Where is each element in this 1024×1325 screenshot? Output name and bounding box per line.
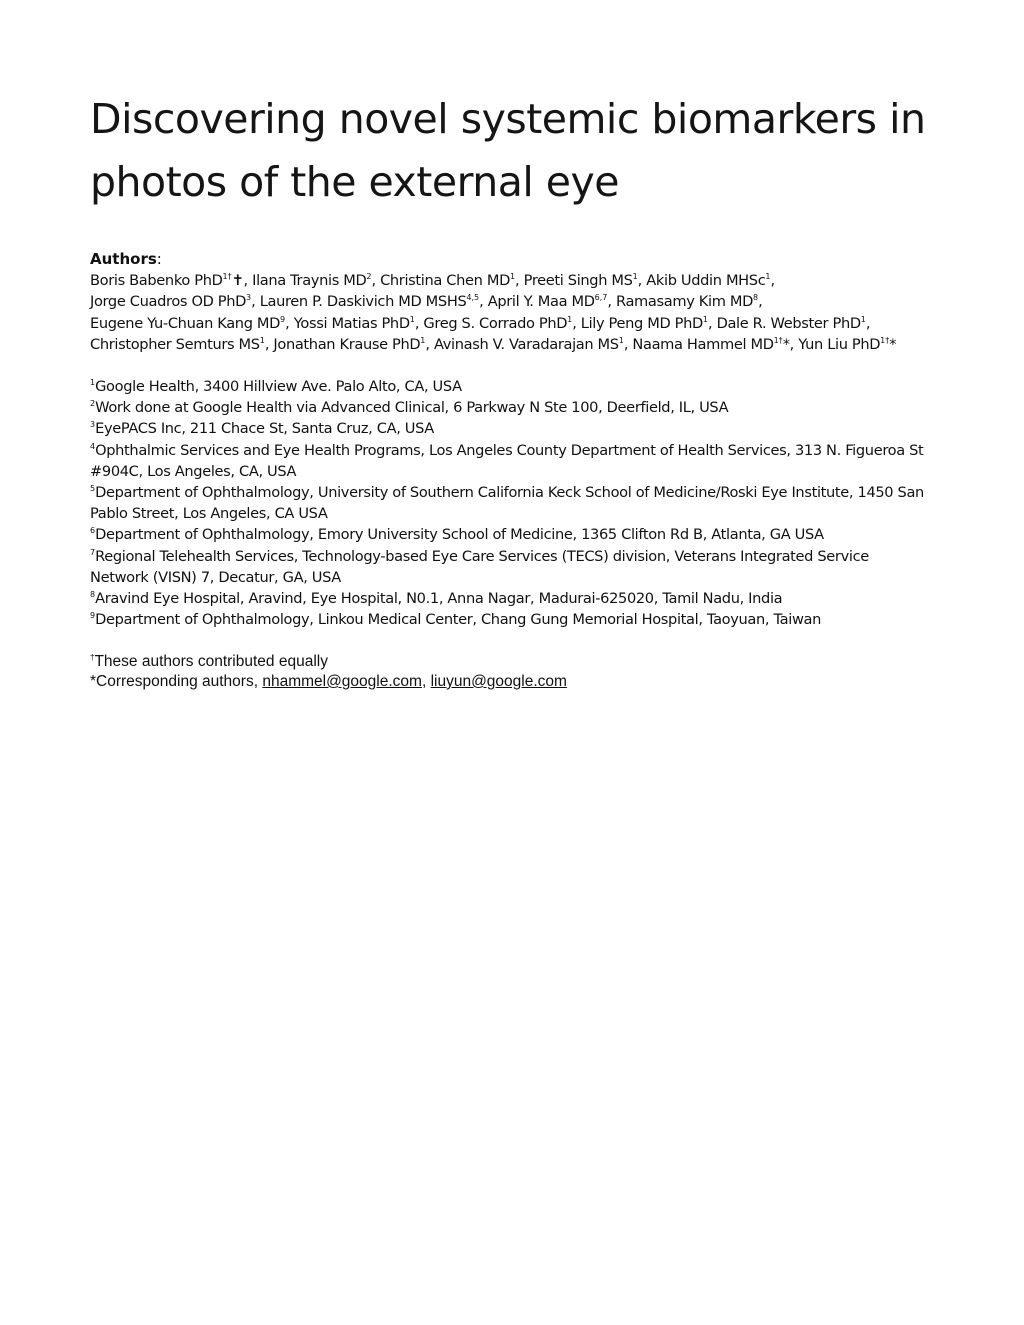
- author-name: Christopher Semturs MS: [90, 336, 260, 354]
- affiliation-text: Work done at Google Health via Advanced Clinical, 6 Parkway N Ste 100, Deerfield, IL, USA: [95, 399, 729, 417]
- author-entry: Dale R. Webster PhD$^1$,: [716, 314, 871, 332]
- author-affiliation-marker: 1: [409, 314, 415, 324]
- author-affiliation-marker: 9: [280, 314, 286, 324]
- author-affiliation-marker: 3: [246, 293, 252, 303]
- affiliation-number: 4: [90, 441, 96, 451]
- authors-heading: [90, 249, 162, 270]
- author-affiliation-marker: 1: [509, 272, 516, 281]
- author-affiliation-marker: 1†: [222, 272, 232, 281]
- author-name: Dale R. Webster PhD: [716, 314, 861, 332]
- author-entry: Jonathan Krause PhD$^1$,: [273, 336, 430, 354]
- affiliation-number: 2: [90, 399, 96, 409]
- affiliation-number: 1: [90, 378, 96, 387]
- affiliation-item: [90, 609, 930, 630]
- affiliation-number: 5: [90, 484, 96, 494]
- author-name: Jonathan Krause PhD: [273, 336, 421, 354]
- author-affiliation-marker: 8: [753, 293, 759, 303]
- equal-contribution-note: [90, 652, 930, 672]
- author-name: Naama Hammel MD: [632, 336, 774, 354]
- author-entry: Naama Hammel $MD^{1\dagger}*$,: [632, 336, 794, 354]
- affiliation-number: 7: [90, 547, 96, 557]
- authors-list: [90, 270, 940, 356]
- author-entry: Lily Peng MD PhD$^1$,: [580, 314, 713, 332]
- author-affiliation-marker: 4,5: [466, 293, 480, 303]
- author-entry: Ilana Traynis $MD^2$,: [252, 272, 376, 289]
- author-mark: *: [889, 336, 897, 354]
- dagger-symbol: †: [90, 653, 95, 662]
- equal-contribution-text: These authors contributed equally: [94, 653, 328, 670]
- footnotes: [90, 652, 930, 692]
- author-affiliation-marker: 1: [567, 314, 573, 324]
- author-name: Preeti Singh MS: [523, 272, 633, 289]
- author-entry: April Y. Maa MD$^{6,7}$,: [487, 293, 612, 311]
- author-name: Christina Chen MD: [380, 272, 510, 289]
- affiliation-number: 3: [90, 420, 96, 430]
- affiliation-text: Aravind Eye Hospital, Aravind, Eye Hospital, N0.1, Anna Nagar, Madurai-625020, Tamil Nadu, India: [95, 590, 783, 608]
- email-link-liuyun[interactable]: liuyun@google.com: [430, 673, 567, 690]
- paper-title: Discovering novel systemic biomarkers in photos of the external eye: [90, 95, 926, 206]
- affiliations-list: [90, 376, 930, 630]
- affiliation-item: [90, 397, 930, 418]
- author-affiliation-marker: 1†: [773, 336, 783, 346]
- affiliation-text: Department of Ophthalmology, University of Southern California Keck School of Medicine/Roski Eye Institute, 1450 San Pablo Street, Los Angeles, CA USA: [90, 484, 924, 523]
- author-mark: *: [782, 336, 790, 354]
- email-separator: ,: [421, 673, 431, 690]
- author-affiliation-marker: 2: [366, 272, 372, 281]
- author-name: Avinash V. Varadarajan MS: [433, 336, 619, 354]
- affiliation-item: [90, 546, 930, 588]
- author-entry: Preeti Singh $MS^1$,: [523, 272, 642, 289]
- author-entry: Christopher Semturs $MS^1$,: [90, 336, 270, 354]
- author-entry: Akib Uddin MHSc$^1$,: [646, 272, 775, 289]
- author-entry: Ramasamy Kim $MD^8$,: [615, 293, 763, 311]
- author-affiliation-marker: 1: [420, 336, 426, 346]
- author-name: Ilana Traynis MD: [252, 272, 367, 289]
- author-name: Ramasamy Kim MD: [615, 293, 754, 311]
- author-affiliation-marker: 1: [765, 272, 771, 281]
- affiliation-text: EyePACS Inc, 211 Chace St, Santa Cruz, CA, USA: [95, 420, 434, 438]
- author-affiliation-marker: 1: [259, 336, 265, 346]
- affiliation-item: [90, 440, 930, 482]
- corresponding-authors-note: [90, 672, 930, 692]
- author-name: Lauren P. Daskivich MD MSHS: [259, 293, 467, 311]
- author-name: Akib Uddin MHSc: [646, 272, 766, 289]
- affiliation-number: 6: [90, 526, 96, 536]
- author-name: Jorge Cuadros OD PhD: [90, 293, 247, 311]
- affiliation-item: [90, 482, 930, 524]
- affiliation-text: Ophthalmic Services and Eye Health Programs, Los Angeles County Department of Health Services, 313 N. Figueroa St #904C, Los Angeles, CA, USA: [90, 441, 924, 480]
- affiliation-number: 8: [90, 590, 96, 600]
- email-link-nhammel[interactable]: nhammel@google.com: [262, 673, 422, 690]
- affiliation-item: [90, 524, 930, 545]
- author-name: Boris Babenko PhD: [90, 272, 223, 289]
- author-name: Yun Liu PhD: [798, 336, 881, 354]
- affiliation-text: Google Health, 3400 Hillview Ave. Palo Alto, CA, USA: [95, 378, 462, 395]
- author-name: Eugene Yu-Chuan Kang MD: [90, 314, 281, 332]
- author-affiliation-marker: 6,7: [594, 293, 608, 303]
- author-affiliation-marker: 1: [860, 314, 866, 324]
- author-affiliation-marker: 1: [618, 336, 624, 346]
- author-entry: Yossi Matias PhD$^1$,: [293, 314, 420, 332]
- author-affiliation-marker: 1: [702, 314, 708, 324]
- affiliation-text: Regional Telehealth Services, Technology-based Eye Care Services (TECS) division, Veterans Integrated Service Network (VISN) 7, Decatur, GA, USA: [90, 547, 869, 586]
- author-affiliation-marker: 1†: [880, 336, 890, 346]
- author-name: April Y. Maa MD: [487, 293, 595, 311]
- affiliation-item: [90, 376, 930, 397]
- affiliation-text: Department of Ophthalmology, Emory University School of Medicine, 1365 Clifton Rd B, Atlanta, GA USA: [95, 526, 824, 544]
- affiliation-item: [90, 418, 930, 439]
- author-entry: Lauren P. Daskivich MD MSHS$^{4,5}$,: [259, 293, 484, 311]
- author-entry: Greg S. Corrado PhD$^1$,: [423, 314, 577, 332]
- affiliation-text: Department of Ophthalmology, Linkou Medical Center, Chang Gung Memorial Hospital, Taoyuan, Taiwan: [95, 611, 822, 629]
- corresponding-authors-text: *Corresponding authors,: [90, 673, 263, 690]
- author-name: Lily Peng MD PhD: [580, 314, 703, 332]
- affiliation-item: [90, 588, 930, 609]
- author-mark: ✝: [231, 272, 244, 289]
- author-name: Greg S. Corrado PhD: [423, 314, 568, 332]
- author-entry: Avinash V. Varadarajan $MS^1$,: [433, 336, 629, 354]
- authors-heading-label: Authors: [90, 250, 157, 268]
- author-affiliation-marker: 1: [632, 272, 638, 281]
- author-entry: Eugene Yu-Chuan Kang $MD^9$,: [90, 314, 290, 332]
- author-name: Yossi Matias PhD: [293, 314, 410, 332]
- author-entry: Boris Babenko PhD$^{1\dagger}$✝,: [90, 272, 248, 289]
- authors-heading-colon: :: [156, 250, 162, 268]
- author-entry: [798, 336, 896, 353]
- affiliation-number: 9: [90, 611, 96, 621]
- author-entry: Jorge Cuadros OD PhD$^3$,: [90, 293, 256, 311]
- author-entry: Christina Chen $MD^1$,: [380, 272, 520, 289]
